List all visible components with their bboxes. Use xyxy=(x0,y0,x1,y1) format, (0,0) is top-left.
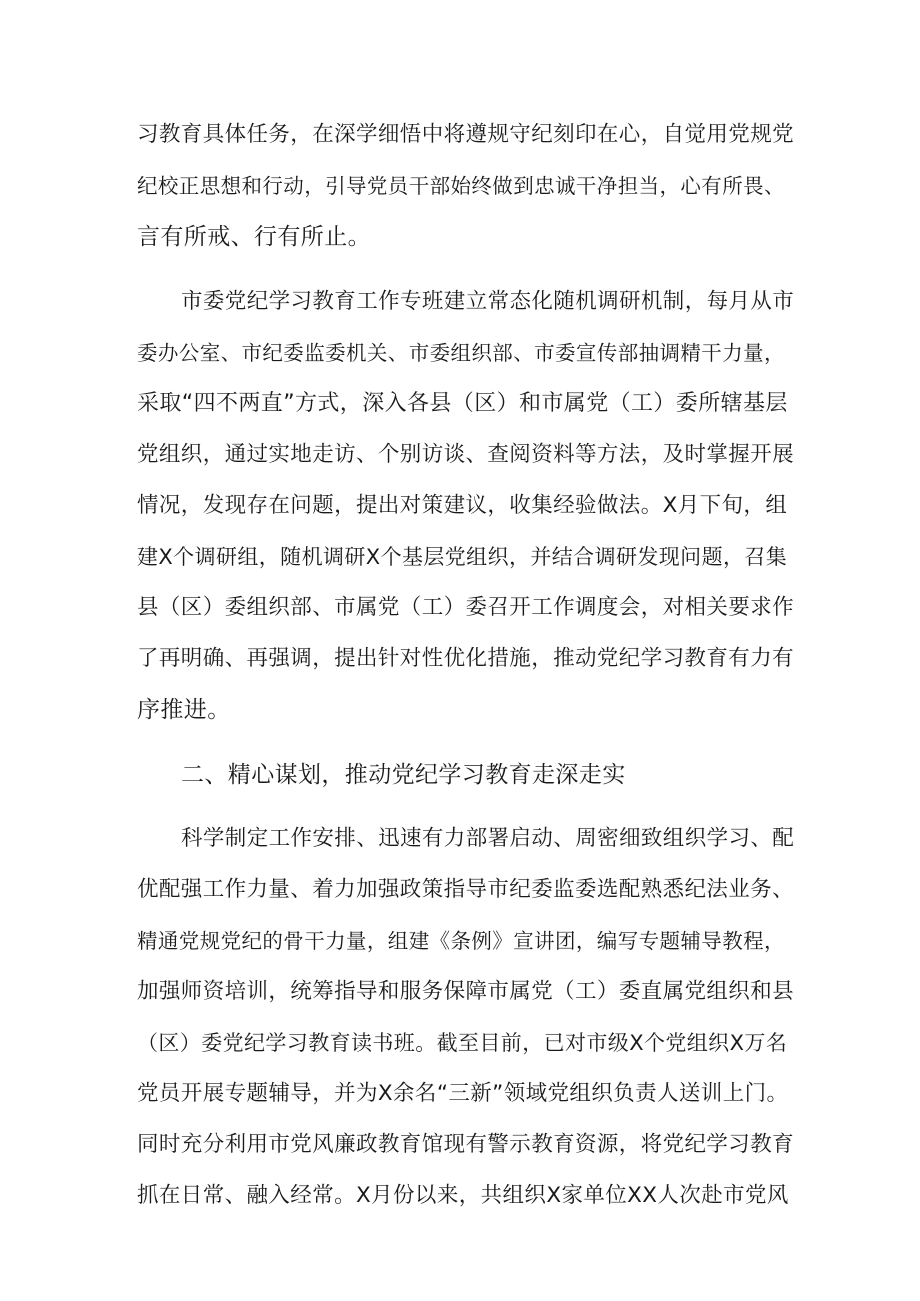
paragraph-3-line-5: （区）委党纪学习教育读书班。截至目前，已对市级X个党组织X万名 xyxy=(137,1031,788,1055)
paragraph-2-line-8: 了再明确、再强调，提出针对性优化措施，推动党纪学习教育有力有 xyxy=(137,646,795,671)
paragraph-2-line-4: 党组织，通过实地走访、个别访谈、查阅资料等方法，及时掌握开展 xyxy=(137,442,795,467)
paragraph-2-line-6: 建X个调研组，随机调研X个基层党组织，并结合调研发现问题，召集 xyxy=(137,545,788,569)
paragraph-2-line-9: 序推进。 xyxy=(137,697,231,723)
paragraph-3-line-7: 同时充分利用市党风廉政教育馆现有警示教育资源，将党纪学习教育 xyxy=(137,1132,795,1157)
paragraph-2-line-1: 市委党纪学习教育工作专班建立常态化随机调研机制，每月从市 xyxy=(181,289,795,314)
paragraph-2-line-5: 情况，发现存在问题，提出对策建议，收集经验做法。X月下旬，组 xyxy=(137,493,788,518)
paragraph-3-line-1: 科学制定工作安排、迅速有力部署启动、周密细致组织学习、配 xyxy=(181,826,795,851)
paragraph-2-line-3: 采取“四不两直”方式，深入各县（区）和市属党（工）委所辖基层 xyxy=(137,391,788,416)
paragraph-2-line-7: 县（区）委组织部、市属党（工）委召开工作调度会，对相关要求作 xyxy=(137,595,795,620)
paragraph-1-line-3: 言有所戒、行有所止。 xyxy=(137,224,371,250)
paragraph-3-line-3: 精通党规党纪的骨干力量，组建《条例》宣讲团，编写专题辅导教程， xyxy=(137,929,785,953)
paragraph-2-line-2: 委办公室、市纪委监委机关、市委组织部、市委宣传部抽调精干力量， xyxy=(137,341,785,365)
section-heading: 二、精心谋划，推动党纪学习教育走深走实 xyxy=(181,762,626,788)
paragraph-3-line-6: 党员开展专题辅导，并为X余名“三新”领域党组织负责人送训上门。 xyxy=(137,1081,789,1106)
paragraph-1-line-2: 纪校正思想和行动，引导党员干部始终做到忠诚干净担当，心有所畏、 xyxy=(137,174,785,198)
paragraph-1-line-1: 习教育具体任务，在深学细悟中将遵规守纪刻印在心，自觉用党规党 xyxy=(137,122,795,147)
paragraph-3-line-8: 抓在日常、融入经常。X月份以来，共组织X家单位XX人次赴市党风 xyxy=(137,1183,789,1208)
paragraph-3-line-2: 优配强工作力量、着力加强政策指导市纪委监委选配熟悉纪法业务、 xyxy=(137,877,795,902)
paragraph-3-line-4: 加强师资培训，统筹指导和服务保障市属党（工）委直属党组织和县 xyxy=(137,979,795,1004)
